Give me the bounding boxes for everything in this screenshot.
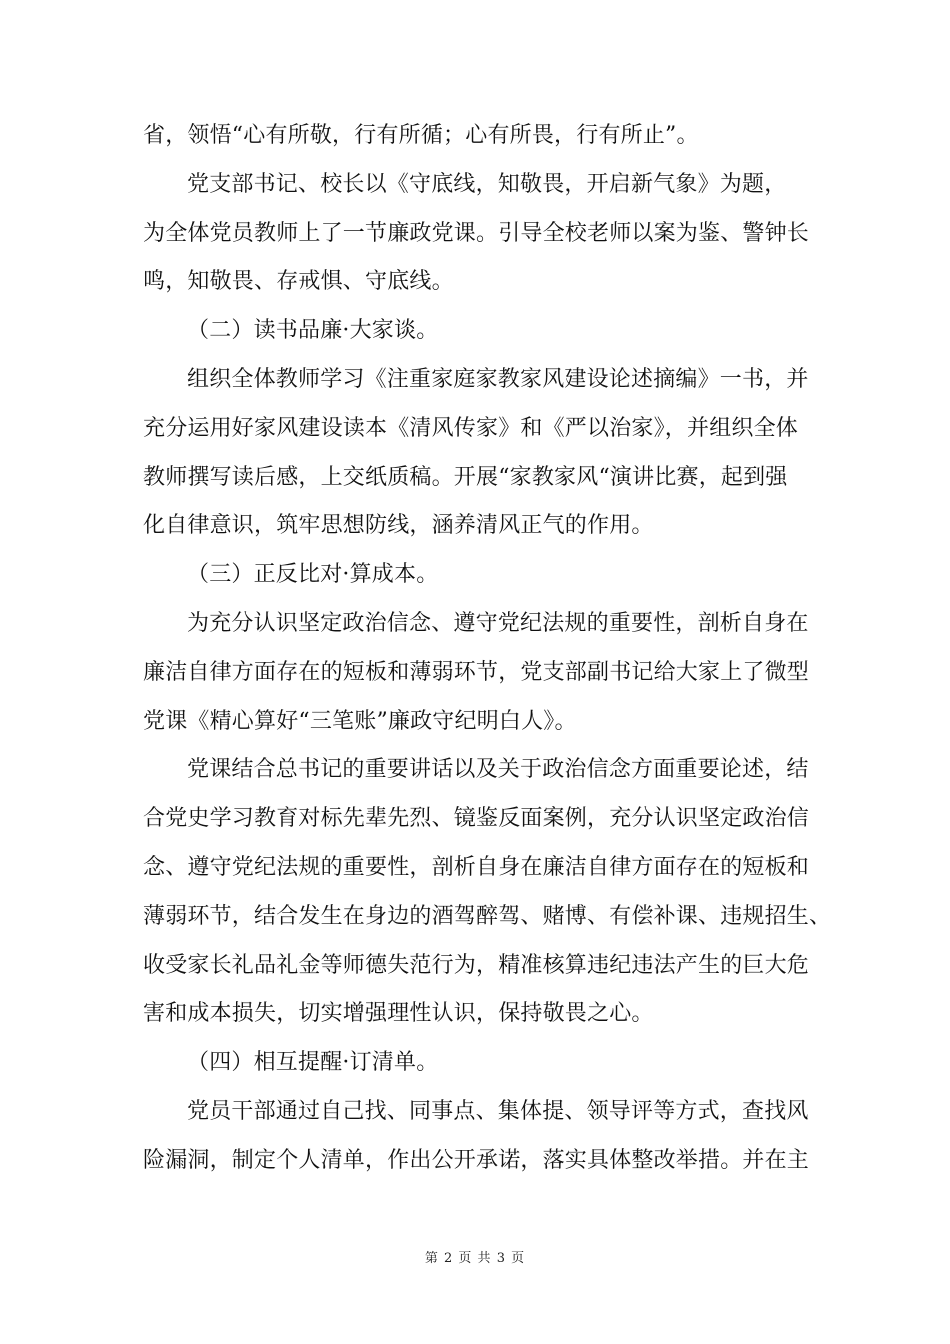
document-body <box>143 112 832 1186</box>
paragraph-start-line: 为充分认识坚定政治信念、遵守党纪法规的重要性，剖析自身在 <box>187 610 809 636</box>
section-heading-4: （四）相互提醒·订清单。 <box>187 1050 439 1076</box>
paragraph-start-line: 组织全体教师学习《注重家庭家教家风建设论述摘编》一书，并 <box>187 366 809 392</box>
text-line: 害和成本损失，切实增强理性认识，保持敬畏之心。 <box>143 1001 654 1027</box>
page-number-footer: 第 2 页 共 3 页 <box>424 1251 526 1266</box>
text-line: 薄弱环节，结合发生在身边的酒驾醉驾、赌博、有偿补课、违规招生、 <box>143 903 832 929</box>
text-line: 廉洁自律方面存在的短板和薄弱环节，党支部副书记给大家上了微型 <box>143 659 810 685</box>
paragraph-start-line: 党支部书记、校长以《守底线，知敬畏，开启新气象》为题， <box>187 171 787 197</box>
text-line: 收受家长礼品礼金等师德失范行为，精准核算违纪违法产生的巨大危 <box>143 952 810 978</box>
text-line: 险漏洞，制定个人清单，作出公开承诺，落实具体整改举措。并在主 <box>143 1147 810 1173</box>
text-line: 教师撰写读后感，上交纸质稿。开展“家教家风“演讲比赛，起到强 <box>143 464 788 490</box>
text-line: 化自律意识，筑牢思想防线，涵养清风正气的作用。 <box>143 513 654 539</box>
text-line: 为全体党员教师上了一节廉政党课。引导全校老师以案为鉴、警钟长 <box>143 220 810 246</box>
paragraph-start-line: 党课结合总书记的重要讲话以及关于政治信念方面重要论述，结 <box>187 757 809 783</box>
paragraph-start-line: 党员干部通过自己找、同事点、集体提、领导评等方式，查找风 <box>187 1098 809 1124</box>
text-line: 鸣，知敬畏、存戒惧、守底线。 <box>143 269 454 295</box>
text-line: 念、遵守党纪法规的重要性，剖析自身在廉洁自律方面存在的短板和 <box>143 854 810 880</box>
text-line: 省，领悟“心有所敬，行有所循；心有所畏，行有所止”。 <box>143 123 699 148</box>
text-line: 充分运用好家风建设读本《清风传家》和《严以治家》，并组织全体 <box>143 415 799 441</box>
text-line: 党课《精心算好“三笔账”廉政守纪明白人》。 <box>143 708 577 734</box>
text-line: 合党史学习教育对标先辈先烈、镜鉴反面案例，充分认识坚定政治信 <box>143 806 810 832</box>
section-heading-3: （三）正反比对·算成本。 <box>187 562 439 588</box>
section-heading-2: （二）读书品廉·大家谈。 <box>187 318 439 344</box>
